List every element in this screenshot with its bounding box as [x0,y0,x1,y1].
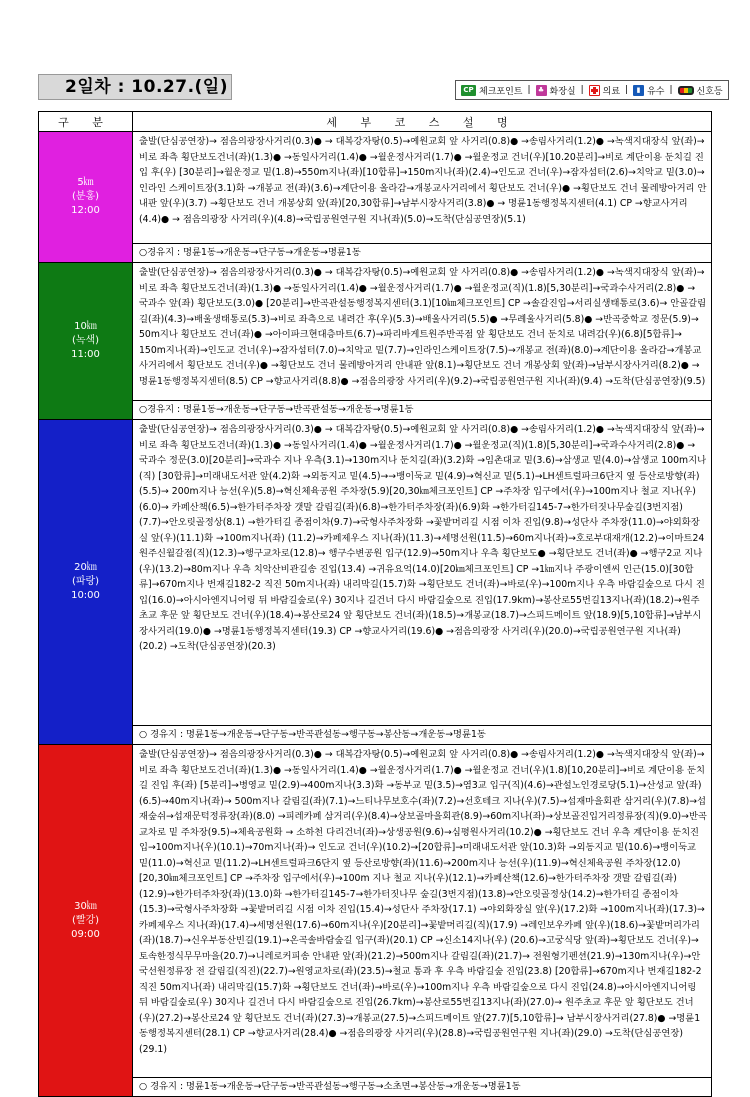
via-row-10km [39,401,712,420]
category-alias: (녹색) [71,335,100,346]
legend-separator: | [625,85,629,95]
category-start-time: 11:00 [71,349,100,360]
header-description: 세 부 코 스 설 명 [133,112,712,132]
category-start-time: 09:00 [71,928,100,940]
legend-separator: | [669,85,673,95]
legend-label-signal: 신호등 [696,86,723,97]
legend-label-toilet: 화장실 [549,86,576,97]
legend [455,80,729,100]
table-header-row [39,112,712,132]
course-waypoints: ○ 경유지 : 명륜1동→개운동→단구동→반곡관설동→행구동→소초면→봉산동→개운동→명륜1동 [133,1078,712,1097]
medical-icon [589,85,600,96]
course-row-20km [39,420,712,726]
category-alias: (빨강) [71,914,100,926]
course-row-30km [39,745,712,1078]
legend-label-medical: 의료 [602,86,621,97]
course-description: 출발(단심공연장)→ 점음의광장사거리(0.3)● → 대복감자탕(0.5)→예원교회 앞 사거리(0.8)● →송림사거리(1.2)● →녹색지대장식 앞(좌)→ 비로 좌측 횡단보도건너(좌)(1.3)● →동일사거리(1.4)● →월운정사거리(1.7)● →월운정교 건너(우)(1.8)[10,20분리]→비로 계단이용 둔치길 진입 후(좌) [5분리]→병영교 밑(2.9)→400m지나(3.3)화 →동부교 밑(3.5)→염3교 입구(직)(4.6)→관설노인경로당(5.1)→산성교 앞(좌)(6.5)→40m지나(좌)→ 500m지나 갈림길(좌)(7.1)→느티나무보호수(좌)(7.2)→선호테크 지나(우)(7.5)→섭재마을회관 삼거리(우)(7.8)→섭재숲쉬→섭재문턱정류장(좌)(8.0) →피레카페 삼거리(우)(8.4)→상보골마을회관(8.9)→60m지나(좌)→상보골진입거리정류장(직)(9.0)→반곡교차로 밑 주차장(9.5)→체육공원화 → 소하천 다리건너(좌)→상생공원(9.6)→심평원사거리(10.2)● →횡단보도 건너 우측 계단이용 둔치진입→100m지나(우)(10.1)→70m지나(좌)→ 인도교 건너(우)(10.2)→[20합류]→미래내도서관 앞(10.3)화 →외동지교 밑(10.6)→뱅이둑교 밑(11.0)→혁신교 밑(11.2)→LH센트럴파크6단지 옆 등산로방향(좌)(11.6)→200m지나 능선(우)(11.9)→혁신체육공원 주차장(12.0)[20,30㎞체크포인트] CP →주차장 입구에서(우)→100m 지나 철교 지나(우)(12.1)→카페산책(12.6)→한가터주차장 갯말 갈림길(좌)(12.9)→한가터주차장(좌)(13.0)화 →한가터길145-7→한가터짓나무 숲길(3번지점)(13.8)→안오릿골정상(14.2)→한가터길 종점이차(15.3)→국형사주차장화 →꽃밭머리길 시점 이차 진입(15.4)→성단사 주차장(17.1) →야외화장실 앞(우)(17.2)화 →100m지나(좌)(17.3)→카페제우스 지나(좌)(17.4)→세명선원(17.6)→60m지나(우)[20분리]→꽃밭머리길(직)(17.9) →레인보우카페 앞(우)(18.6)→꽃밭머리가리(좌)(18.7)→신우부동산빈길(19.1)→온곡솔바람숲길 입구(좌)(20.1) CP →신소14지나(우) (20.6)→고궁식당 앞(좌)→횡단보도 건너(우)→토속한정식무무마을(20.7)→니레로커피송 안내판 앞(좌)(21.2)→500m지나 갈림길(좌)(21.7)→ 전원형기펜션(21.9)→130m지나(우)→안국선원정류장 전 갈림길(직진)(22.7)→원영교차로(좌)(23.5)→철교 통과 후 우측 바람길숲 진입(23.8) [20합류]→670m지나 번재길182-2 직진 50m지나(좌) 내리막길(15.7)화 →횡단보도 건너(좌)→바로(우)→100m지나 우측 바람길숲으로 다시 진입(24.8)→아시아엔지니어링 뒤 바람길숲로(우) 30지나 길건너 다시 바람길숲으로 진입(26.7km)→봉산로55번길13지나(좌)(27.0)→ 원주초교 후문 앞 횡단보도 건너(우)(27.2)→봉산로24 앞 횡단보도 건너(좌)(27.3)→개봉교(27.5)→스피드메이트 앞(27.7)[5,10합류]→ 남부시장사거리(27.8)● →명륜1동행정복지센터(28.1) CP →향교사거리(28.4)● →점음의광장 사거리(우)(28.8)→국립공원연구원 지나(좌)(29.0) →도착(단심공연장)(29.1) [133,745,712,1078]
category-distance: 5㎞ [77,177,94,188]
course-row-10km [39,263,712,401]
category-alias: (분홍) [71,191,100,202]
category-30km [39,745,133,1097]
course-waypoints: ○경유지 : 명륜1동→개운동→단구동→개운동→명륜1동 [133,244,712,263]
course-description: 출발(단심공연장)→ 점음의광장사거리(0.3)● → 대복강자탕(0.5)→예원교회 앞 사거리(0.8)● →송림사거리(1.2)● →녹색지대장식 앞(좌)→ 비로 좌측 횡단보도건너(좌)(1.3)● →동일사거리(1.4)● →월운정사거리(1.7)● →월운정교 건너(우)[10.20분리]→비로 계단이용 둔치길 진입 후(우) [30분리]→월운정교 밑(1.8)→550m지나(좌)[10합류]→150m지나(좌)(2.4)→인도교 건너(우)→잠자섬터(2.6)→치악교 밑(3.0)→인라인 스케이트장(3.1)화 →개봉교 전(좌)(3.6)→계단이용 올라감→개봉교사거리에서 횡단보도 건너(우)● →횡단보도 건너 물레방아거리 안내판 앞(우)(3.7) →횡단보도 건너 개봉상회 앞(좌)[20,30합류]→남부시장사거리(3.8)● → 명륜1동행정복지센터(4.1) CP →향교사거리(4.4)● → 점음의광장 사거리(우)(4.8)→국립공원연구원 지나(좌)(5.0)→도착(단심공연장)(5.1) [133,132,712,244]
category-alias: (파랑) [71,576,100,587]
course-row-5km [39,132,712,244]
via-row-5km [39,244,712,263]
course-description: 출발(단심공연장)→ 점음의광장사거리(0.3)● → 대복감자탕(0.5)→예원교회 앞 사거리(0.8)● →송림사거리(1.2)● →녹색지대장식 앞(좌)→ 비로 좌측 횡단보도건너(좌)(1.3)● →동일사거리(1.4)● →월운정사거리(1.7)● →월운정교(직)(1.8)[5,30분리]→국과수사거리(2.8)● → 국과수 정문(3.0)[20분리]→국과수 지나 우측(3.1)→130m지나 둔치길(좌)(3.2)화 →임촌대교 밑(3.6)→삼생교 밑(4.0)→삼생교 100m지나(직) [30합류]→미래내도서관 앞(4.2)화 →외동지교 밑(4.5)→→뱅이둑교 밑(4.9)→혁신교 밑(5.1)→LH센트럴파크6단지 옆 등산로방향(좌)(5.5)→ 200m지나 능선(우)(5.8)→혁신체육공원 주차장(5.9)[20,30㎞체크포인트] CP →주차장 입구에서(우)→100m지나 철교 지나(우)(6.0)→ 카페산책(6.5)→한가터주차장 갯말 갈림길(좌)(6.8)→한가터주차장(좌)(6.9)화 →한가터길145-7→한가터짓나무숲길(3번지점)(7.7)→안오릿골정상(8.1) →한가터길 종점이차(9.7)→국형사주차장화 →꽃밭머리길 시점 이차 진입(9.8)→성단사 주차장(11.0)→야외화장실 앞(우)(11.1)화 →100m지나(좌) (11.2)→카페제우스 지나(좌)(11.3)→세명선원(11.5)→60m지나(좌)→호로부대재개(12.2)→이마트24 원주신월갈점(직)(12.3)→행구교차로(12.8)→ 행구수변공원 입구(12.9)→50m지나 우측 횡단보도● →횡단보도 건너(좌)● →행구2교 지나(우)(13.2)→80m지나 우측 치악산비관길송 진입(13.4) →귀유요억(14.0)[20㎞체크포인트] CP →1㎞지나 주광이엔씨 인근(15.0)[30합류]→670m지나 번재길182-2 직진 50m지나(좌) 내리막길(15.7)화 →횡단보도 건너(좌)→바로(우)→100m지나 우측 바람길숲으로 다시 진입(16.0)→아시아엔지니어링 뒤 바람길숲로(우) 30지나 길건너 다시 바람길숲으로 진입(17.9km)→봉산로55번길13지나(좌)(18.2)→원주초교 후문 앞 횡단보도 건너(우)(18.4)→봉산로24 앞 횡단보도 건너(좌)(18.5)→개봉교(18.7)→스피드메이트 앞(18.9)[5,10합류]→남부시장사거리(19.0)● →명륜1동행정복지센터(19.3) CP →향교사거리(19.6)● →점음의광장 사거리(우)(20.0)→국립공원연구원 지나(좌)(20.2) →도착(단심공연장)(20.3) [133,420,712,726]
category-distance: 10㎞ [74,321,97,332]
category-20km [39,420,133,745]
day-title: 2일차 : 10.27.(일) [38,74,232,100]
legend-separator: | [527,85,531,95]
course-table [38,111,712,1097]
category-10km [39,263,133,420]
signal-icon [678,86,694,95]
course-waypoints: ○경유지 : 명륜1동→개운동→단구동→반곡관설동→개운동→명륜1동 [133,401,712,420]
checkpoint-icon: CP [461,85,476,96]
category-start-time: 12:00 [71,205,100,216]
legend-separator: | [580,85,584,95]
course-description: 출발(단심공연장)→ 점음의광장사거리(0.3)● → 대복감자탕(0.5)→예원교회 앞 사거리(0.8)● →송림사거리(1.2)● →녹색지대장식 앞(좌)→ 비로 좌측 횡단보도건너(좌)(1.3)● →동일사거리(1.4)● →월운정사거리(1.7)● →월운정교(직)(1.8)[5,30분리]→국과수사거리(2.8)● → 국과수 앞(좌) 횡단보도(3.0)● [20분리]→반곡관설동행정복지센터(3.1)[10㎞체크포인트] CP →솔갈진입→서리실생태통로(3.6)→ 안골갈림길(좌)(4.3)→배울생태통로(5.3)→비로 좌측으로 내려간 후(우)(5.3)→배울사거리(5.5)● →무례울사거리(5.8)● →반곡중학교 정문(5.9)→ 50m지나 횡단보도 건너(좌)● →아이파크현대층마트(6.7)→파리바게트원주반곡점 앞 횡단보도 건너 둔치로 내려감(우)(6.8)[5합류]→ 150m지나(좌)→인도교 건너(우)→잠자섬터(7.0)→치악교 밑(7.7)→인라인스케이트장(7.5)→개봉교 전(좌)(8.0)→계단이용 올라감→개봉교사거리에서 횡단보도 건너(우)● →횡단보도 건너 물레방아거리 안내판 앞(8.1)→횡단보도 건너 개봉상회 앞(좌)→남부시장사거리(8.2)● → 명륜1동행정복지센터(8.5) CP →향교사거리(8.8)● →점음의광장 사거리(우)(9.2)→국립공원연구원 지나(좌)(9.4) →도착(단심공연장)(9.5) [133,263,712,401]
legend-label-checkpoint: 체크포인트 [479,86,523,97]
category-start-time: 10:00 [71,590,100,601]
legend-label-water: 유수 [647,86,665,97]
via-row-30km [39,1078,712,1097]
category-5km [39,132,133,263]
water-icon: ▮ [633,85,644,96]
toilet-icon: ♣ [536,85,547,96]
category-distance: 20㎞ [74,562,97,573]
course-waypoints: ○ 경유지 : 명륜1동→개운동→단구동→반곡관설동→행구동→봉산동→개운동→명륜1동 [133,726,712,745]
category-distance: 30㎞ [74,900,97,912]
via-row-20km [39,726,712,745]
header-category: 구 분 [39,112,133,132]
